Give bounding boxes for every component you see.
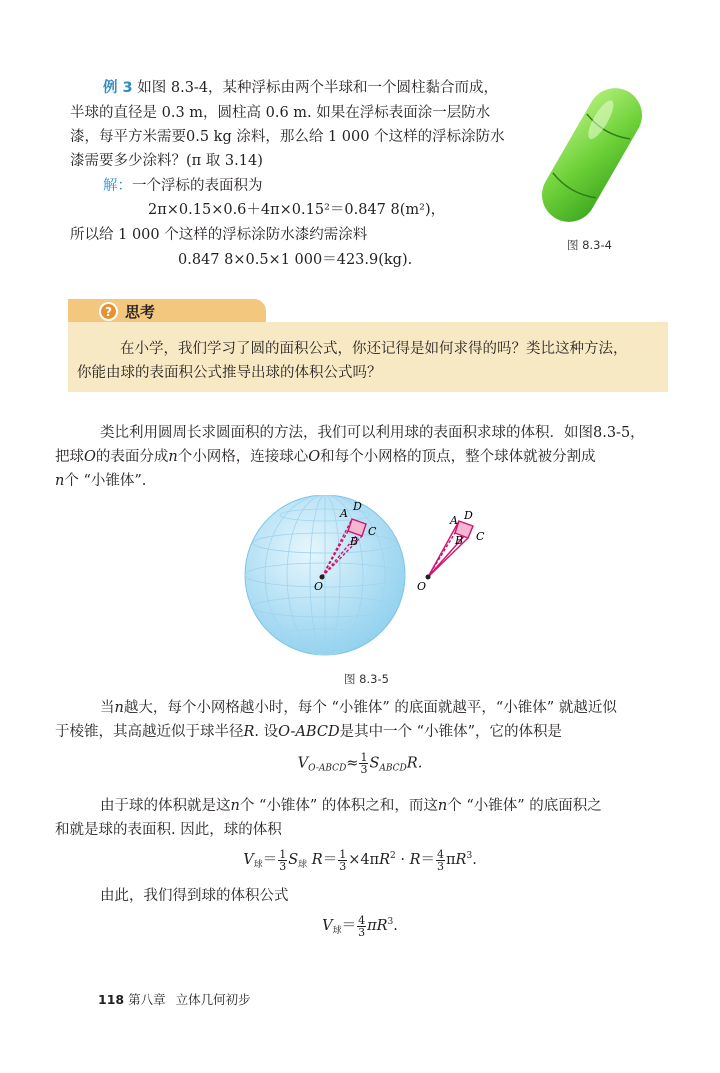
label-a-2: A [450, 514, 458, 527]
example-label: 例 3 [103, 80, 133, 96]
buoy-capsule-figure [530, 80, 660, 230]
para3-line-2: 和就是球的表面积. 因此，球的体积 [55, 822, 282, 838]
example-line-4: 漆需要多少涂料？(π 取 3.14) [70, 153, 263, 169]
example-line-5: 所以给 1 000 个这样的浮标涂防水漆约需涂料 [70, 227, 368, 243]
think-line-1: 在小学，我们学习了圆的面积公式，你还记得是如何求得的吗？类比这种方法， [120, 341, 628, 357]
label-a-1: A [340, 507, 348, 520]
label-b-2: B [455, 534, 464, 547]
page-footer [98, 990, 251, 1008]
label-c-1: C [368, 525, 377, 538]
formula-paint-amount: 0.847 8×0.5×1 000＝423.9(kg). [178, 252, 413, 268]
para1-line-3: n个 “小锥体”. [55, 473, 147, 489]
detached-pyramid [428, 521, 473, 577]
think-title: 思考 [125, 303, 156, 321]
para2-line-1: 当n越大，每个小网格越小时，每个 “小锥体” 的底面就越平，“小锥体” 就越近似 [100, 700, 617, 716]
example-line-2: 半球的直径是 0.3 m，圆柱高 0.6 m. 如果在浮标表面涂一层防水 [70, 105, 491, 121]
para1-line-1: 类比利用圆周长求圆面积的方法，我们可以利用球的表面积求球的体积．如图8.3-5， [100, 425, 645, 441]
figure-8-3-5-caption: 图 8.3-5 [344, 672, 389, 686]
chapter-label: 第八章 [128, 992, 166, 1007]
solution-line: 解：一个浮标的表面积为 [103, 178, 263, 194]
formula-small-cone-volume: $V_{O-ABCD}\approx$ $\frac{1}{3}$ $S_{ABCD}R$. [297, 751, 423, 776]
formula-surface-area: 2π×0.15×0.6＋4π×0.15²＝0.847 8(m²)， [148, 202, 446, 218]
para1-line-2: 把球O的表面分成n个小网格，连接球心O和每个小网格的顶点，整个球体就被分割成 [55, 449, 596, 465]
figure-8-3-4-caption: 图 8.3-4 [567, 238, 612, 252]
solution-label: 解： [103, 178, 132, 194]
think-tab [68, 299, 266, 324]
label-c-2: C [476, 530, 485, 543]
chapter-title: 立体几何初步 [175, 992, 251, 1007]
example-line-3: 漆，每平方米需要0.5 kg 涂料，那么给 1 000 个这样的浮标涂防水 [70, 129, 505, 145]
think-line-2: 你能由球的表面积公式推导出球的体积公式吗？ [77, 365, 382, 381]
formula-sphere-volume: $V_球=$ $\frac{4}{3}$ $\pi R^3$. [322, 913, 398, 939]
example-line-1: 例 3 如图 8.3-4，某种浮标由两个半球和一个圆柱黏合而成， [103, 80, 499, 96]
label-o-2: O [417, 580, 427, 593]
question-icon: ? [99, 302, 118, 321]
page-number: 118 [98, 992, 125, 1007]
label-b-1: B [350, 535, 359, 548]
label-d-2: D [464, 509, 473, 522]
label-o-1: O [314, 580, 324, 593]
para3-line-1: 由于球的体积就是这n个 “小锥体” 的体积之和，而这n个 “小锥体” 的底面积之 [100, 798, 602, 814]
sphere-grid-figure [240, 495, 500, 665]
formula-sphere-volume-derivation: $V_球=$ $\frac{1}{3}$ $S_球$ R＝ $\frac{1}{3}$ $\times 4\pi R^2 \cdot R=$ $\frac{4}{3}$ $\pi R^3$. [243, 847, 477, 873]
label-d-1: D [353, 500, 362, 513]
para2-line-2: 于棱锥，其高越近似于球半径R. 设O-ABCD是其中一个 “小锥体”，它的体积是 [55, 724, 563, 740]
para4: 由此，我们得到球的体积公式 [100, 888, 289, 904]
